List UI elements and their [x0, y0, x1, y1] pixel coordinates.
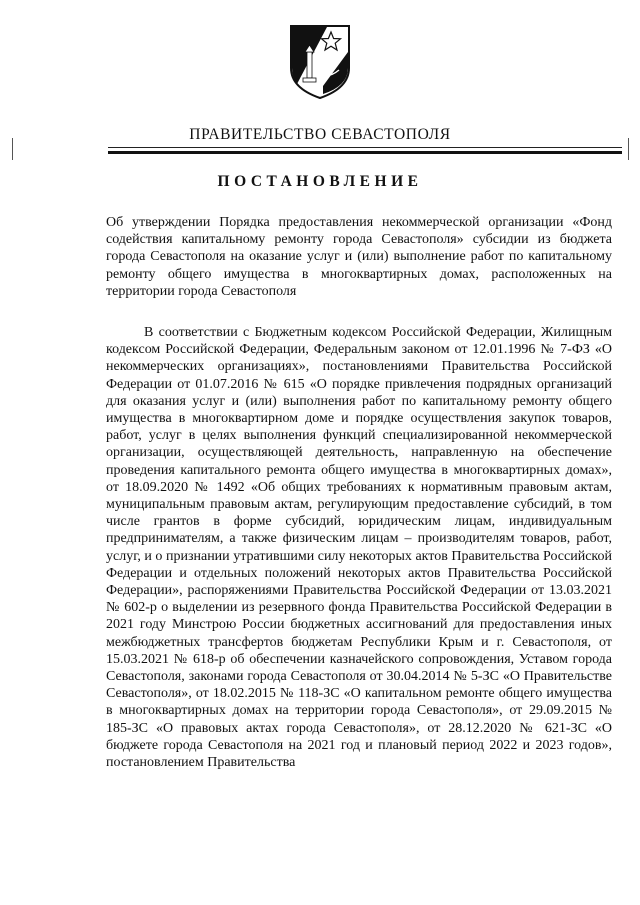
scan-edge-mark-right: [628, 138, 629, 160]
header-rule-thin: [108, 147, 622, 148]
document-subject: Об утверждении Порядка предоставления некоммерческой организации «Фонд содействия капитальному ремонту города Севастополя» субсидии из бюджета города Севастополя на оказание услуг и (или) выполнение работ по капитальному ремонту общего имущества в многоквартирных домах, расположенных на территории города Севастополя: [106, 215, 612, 299]
scan-edge-mark-left: [12, 138, 13, 160]
header-rule-thick: [108, 151, 622, 154]
document-body-paragraph: В соответствии с Бюджетным кодексом Российской Федерации, Жилищным кодексом Российской Федерации, Федеральным законом от 12.01.1996 № 7-ФЗ «О некоммерческих организациях», постановлениями Правительства Российской Федерации от 01.07.2016 № 615 «О порядке привлечения подрядных организаций для оказания услуг и (или) выполнения работ по капитальному ремонту общего имущества в многоквартирном доме и порядке осуществления закупок товаров, работ, услуг в целях выполнения функций специализированной некоммерческой организации, осуществляющей деятельность, направленную на обеспечение проведения капитального ремонта общего имущества в многоквартирных домах», от 18.09.2020 № 1492 «Об общих требованиях к нормативным правовым актам, муниципальным правовым актам, регулирующим предоставление субсидий, в том числе грантов в форме субсидий, юридическим лицам, индивидуальным предпринимателям, а также физическим лицам – производителям товаров, работ, услуг, и о признании утратившими силу некоторых актов Правительства Российской Федерации и отдельных положений некоторых актов Правительства Российской Федерации», распоряжениями Правительства Российской Федерации от 13.03.2021 № 602-р о выделении из резервного фонда Правительства Российской Федерации в 2021 году Минстрою России бюджетных ассигнований для предоставления иных межбюджетных трансфертов бюджетам Республики Крым и г. Севастополя, от 15.03.2021 № 618-р об обеспечении казначейского сопровождения, Уставом города Севастополя, законами города Севастополя от 30.04.2014 № 5-ЗС «О Правительстве Севастополя», от 18.02.2015 № 118-ЗС «О капитальном ремонте общего имущества в многоквартирных домах на территории города Севастополя», от 29.09.2015 № 185-ЗС «О правовых актах города Севастополя», от 28.12.2020 № 621-ЗС «О бюджете города Севастополя на 2021 год и плановый период 2022 и 2023 годов», постановлением Правительства: [106, 325, 612, 771]
government-title: ПРАВИТЕЛЬСТВО СЕВАСТОПОЛЯ: [189, 126, 451, 143]
document-type-heading: ПОСТАНОВЛЕНИЕ: [217, 173, 423, 190]
sevastopol-coat-of-arms-icon: [287, 22, 353, 100]
